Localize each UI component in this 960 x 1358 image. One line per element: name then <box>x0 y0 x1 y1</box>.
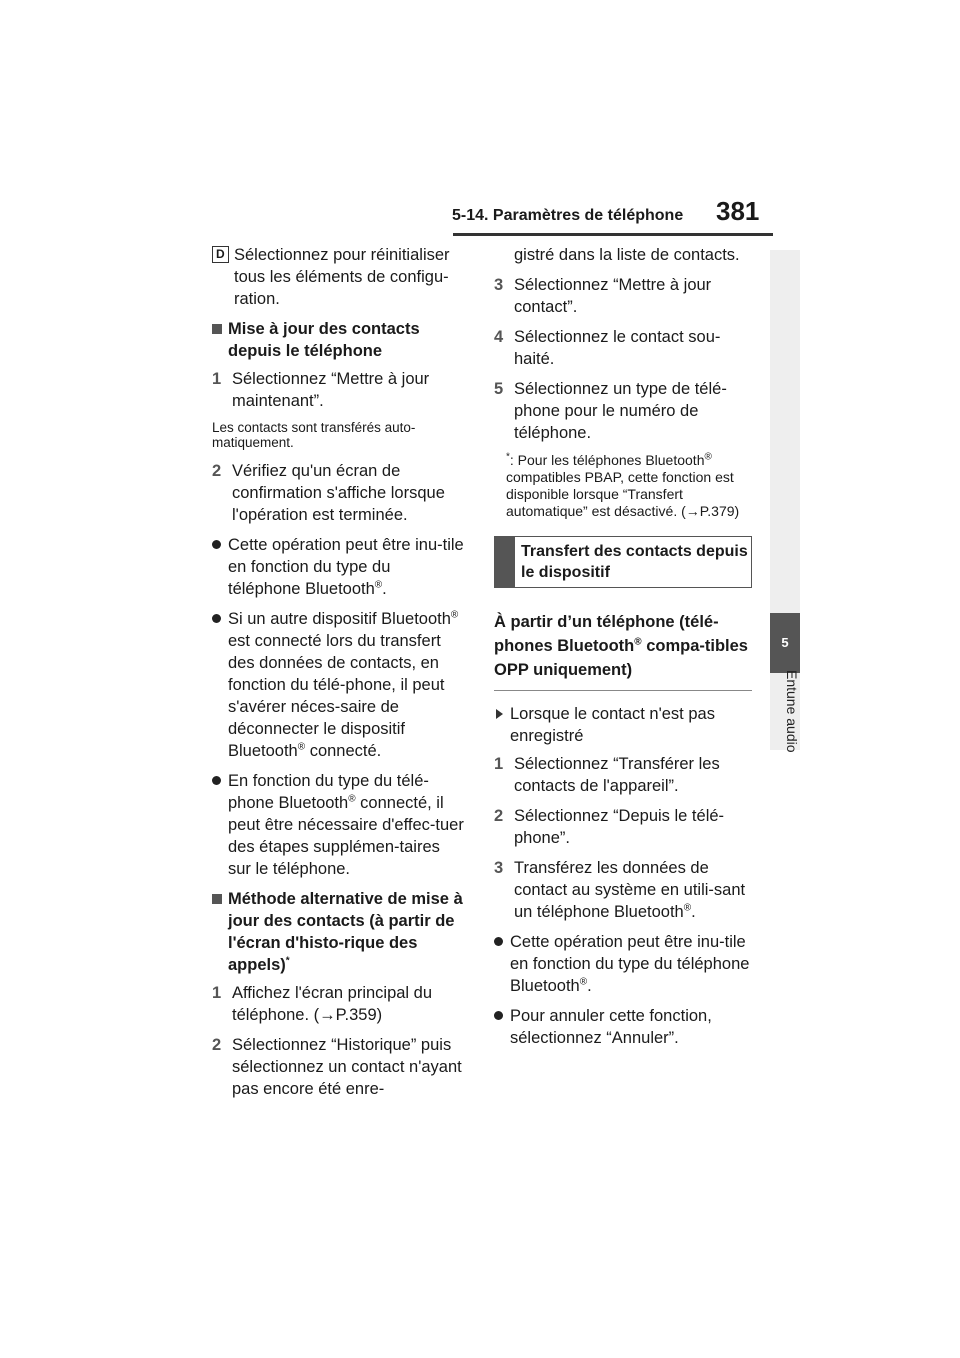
bullet-icon <box>212 776 221 785</box>
chapter-tab: 5 <box>770 613 800 673</box>
section-bar <box>495 537 515 587</box>
subheading-alternative: Méthode alternative de mise à jour des contacts (à partir de l'écran d'histo-rique des appels)* <box>212 888 464 976</box>
note: Les contacts sont transférés auto-matiquement. <box>212 420 416 450</box>
step-d: D Sélectionnez pour réinitialiser tous les éléments de configu-ration. <box>212 244 464 310</box>
bullet-icon <box>494 1011 503 1020</box>
bullet-icon <box>212 540 221 549</box>
bullet-item: Cette opération peut être inu-tile en fonction du type du téléphone Bluetooth®. <box>494 931 752 997</box>
section-title-box: Transfert des contacts depuis le dispositif <box>494 536 752 588</box>
step-2: 2 Vérifiez qu'un écran de confirmation s'affiche lorsque l'opération est terminée. <box>212 462 445 524</box>
bullet-item: Cette opération peut être inu-tile en fonction du type du téléphone Bluetooth®. <box>212 534 464 600</box>
alt-step-3: 3 Sélectionnez “Mettre à jour contact”. <box>494 276 712 316</box>
bullet-item: En fonction du type du télé-phone Bluetooth® connecté, il peut être nécessaire d'effec-tuer des étapes supplémen-taires sur le téléphone. <box>212 770 464 880</box>
square-bullet-icon <box>212 894 222 904</box>
alt-step-4: 4 Sélectionnez le contact sou-haité. <box>494 328 721 368</box>
bullet-item: Si un autre dispositif Bluetooth® est connecté lors du transfert des données de contacts, en fonction du télé-phone, il peut s'avérer néces-saire de déconnecter le dispositif Bluetooth® connecté. <box>212 608 464 762</box>
subheading-update: Mise à jour des contacts depuis le téléphone <box>212 318 464 362</box>
alt-step-5: 5 Sélectionnez un type de télé-phone pour le numéro de téléphone. <box>494 380 727 442</box>
continued-text: gistré dans la liste de contacts. <box>514 246 740 264</box>
transfer-step-2: 2 Sélectionnez “Depuis le télé-phone”. <box>494 807 725 847</box>
footnote: *: Pour les téléphones Bluetooth® compatibles PBAP, cette fonction est disponible lorsque “Transfert automatique” est désactivé. (→P.379) <box>506 451 740 519</box>
alt-step-1: 1 Affichez l'écran principal du téléphone. (→P.359) <box>212 984 433 1024</box>
bullet-icon <box>494 937 503 946</box>
header-rule <box>453 233 773 236</box>
chapter-label: Entune audio <box>784 670 800 753</box>
transfer-step-1: 1 Sélectionnez “Transférer les contacts de l'appareil”. <box>494 755 720 795</box>
transfer-step-3: 3 Transférez les données de contact au système en utili-sant un téléphone Bluetooth®. <box>494 859 746 921</box>
triangle-icon <box>496 709 503 719</box>
right-column <box>494 244 752 1057</box>
square-bullet-icon <box>212 324 222 334</box>
condition-item: Lorsque le contact n'est pas enregistré <box>494 703 752 747</box>
bullet-item: Pour annuler cette fonction, sélectionnez “Annuler”. <box>494 1005 752 1049</box>
d-marker: D <box>212 246 229 263</box>
subheading-phone: À partir d’un téléphone (télé-phones Bluetooth® compa-tibles OPP uniquement) <box>494 610 752 691</box>
left-column <box>212 244 464 1108</box>
bullet-icon <box>212 614 221 623</box>
step-1: 1 Sélectionnez “Mettre à jour maintenant”. <box>212 370 430 410</box>
section-header: 5-14. Paramètres de téléphone <box>452 207 684 224</box>
alt-step-2: 2 Sélectionnez “Historique” puis sélectionnez un contact n'ayant pas encore été enre- <box>212 1036 462 1098</box>
page-number: 381 <box>716 196 760 226</box>
